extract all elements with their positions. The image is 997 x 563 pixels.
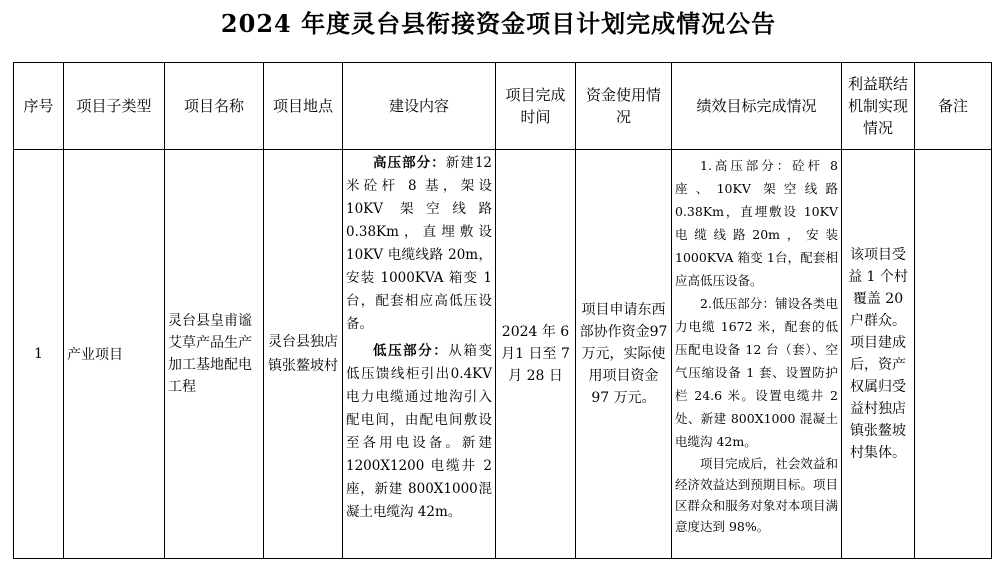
page-title: 2024 年度灵台县衔接资金项目计划完成情况公告 <box>220 9 777 38</box>
content-low-label: 低压部分： <box>373 343 449 359</box>
header-benefit: 利益联结机制实现情况 <box>842 63 915 150</box>
content-high-label: 高压部分： <box>373 155 446 171</box>
cell-fund-usage: 项目申请东西部协作资金97 万元，实际使用项目资金 97 万元。 <box>576 150 672 559</box>
perf-item-3: 项目完成后，社会效益和经济效益达到预期目标。项目区群众和服务对象对本项目满意度达到 98%。 <box>675 456 838 534</box>
cell-performance <box>672 150 842 559</box>
table-row <box>14 150 992 559</box>
content-high-text: 新建12 米砼杆 8 基，架设10KV 架空线路0.38Km，直埋敷设10KV 电缆线路 20m，安装 1000KVA 箱变 1台，配套相应高低压设备。 <box>346 155 493 332</box>
header-remark: 备注 <box>915 63 992 150</box>
header-fund-usage: 资金使用情况 <box>576 63 672 150</box>
cell-completion-time: 2024 年 6 月1 日至 7 月 28 日 <box>496 150 576 559</box>
perf-item-1: 1.高压部分：砼杆 8 座、10KV 架空线路 0.38Km，直埋敷设 10KV 电缆线路20m，安装 1000KVA 箱变 1台，配套相应高低压设备。 <box>675 158 838 288</box>
content-low-text: 从箱变低压馈线柜引出0.4KV 电力电缆通过地沟引入配电间，由配电间敷设至各用电设备。新建1200X1200 电缆井 2座，新建 800X1000混凝土电缆沟 42m。 <box>346 343 493 520</box>
header-row <box>14 63 992 150</box>
project-table <box>13 62 992 559</box>
cell-benefit: 该项目受益 1 个村覆盖 20 户群众。项目建成后，资产权属归受益村独店镇张鳌坡村集体。 <box>842 150 915 559</box>
header-location: 项目地点 <box>264 63 343 150</box>
header-seq: 序号 <box>14 63 64 150</box>
header-name: 项目名称 <box>165 63 264 150</box>
cell-seq: 1 <box>14 150 64 559</box>
header-content: 建设内容 <box>343 63 496 150</box>
cell-content <box>343 150 496 559</box>
cell-location: 灵台县独店镇张鳌坡村 <box>264 150 343 559</box>
header-subtype: 项目子类型 <box>64 63 165 150</box>
cell-remark <box>915 150 992 559</box>
header-completion-time: 项目完成时间 <box>496 63 576 150</box>
perf-item-2: 2.低压部分：铺设各类电力电缆 1672 米，配套的低压配电设备 12 台（套）、空气压缩设备 1 套、设置防护栏 24.6 米。设置电缆井 2处、新建 800X1000 混凝土电缆沟 42m。 <box>675 296 838 449</box>
header-performance: 绩效目标完成情况 <box>672 63 842 150</box>
cell-subtype: 产业项目 <box>64 150 165 559</box>
cell-name: 灵台县皇甫谧艾草产品生产加工基地配电工程 <box>165 150 264 559</box>
